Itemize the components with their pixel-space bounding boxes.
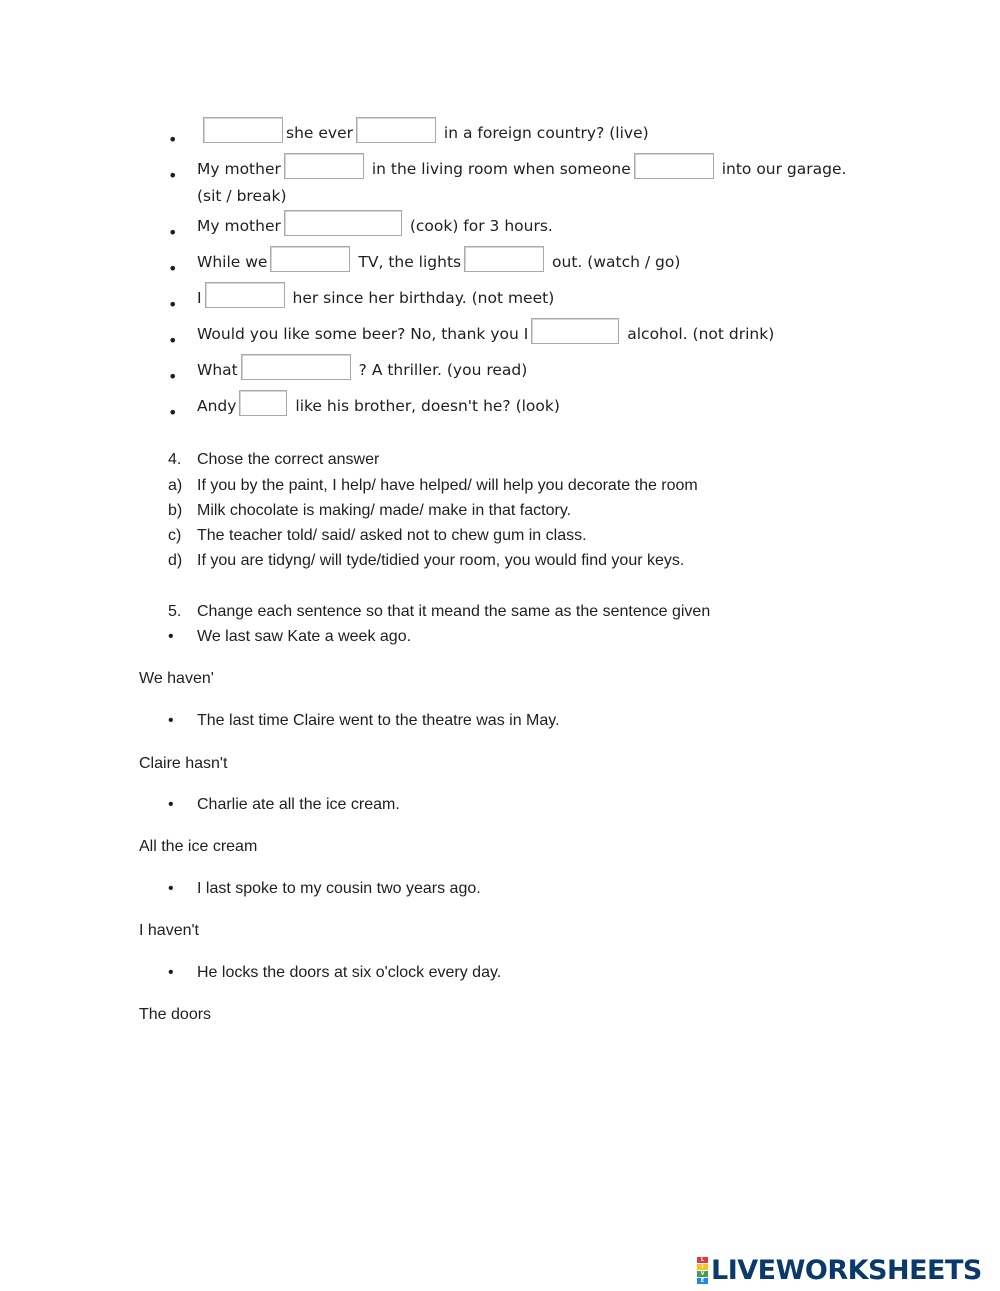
answer-input[interactable] [270, 246, 350, 272]
source-sentence: The last time Claire went to the theatre was in May. [197, 712, 560, 729]
logo-block: E [697, 1278, 708, 1284]
gap-sentence: she ever in a foreign country? (live) [200, 117, 649, 142]
answer-input[interactable] [464, 246, 544, 272]
bullet-icon: • [168, 331, 178, 350]
bullet-icon: • [168, 223, 178, 242]
source-sentence: We last saw Kate a week ago. [197, 628, 412, 645]
bullet-icon: • [168, 712, 174, 729]
logo-block: V [697, 1271, 708, 1277]
bullet-icon: • [168, 964, 174, 981]
bullet-icon: • [168, 130, 178, 149]
gap-sentence: Would you like some beer? No, thank you I alcohol. (not drink) [197, 318, 774, 343]
answer-input[interactable] [356, 117, 436, 143]
answer-input[interactable] [241, 354, 351, 380]
answer-input[interactable] [531, 318, 619, 344]
gap-sentence: Andy like his brother, doesn't he? (look) [197, 390, 560, 415]
choice-sentence: If you are tidyng/ will tyde/tidied your room, you would find your keys. [197, 552, 685, 569]
logo-block: L [697, 1257, 708, 1263]
exercise-number: 5. [168, 603, 182, 620]
answer-input[interactable] [634, 153, 714, 179]
item-letter: a) [168, 477, 183, 494]
logo-block: I [697, 1264, 708, 1270]
bullet-icon: • [168, 295, 178, 314]
gap-sentence: While we TV, the lights out. (watch / go) [197, 246, 680, 271]
item-letter: b) [168, 502, 183, 519]
answer-input[interactable] [284, 153, 364, 179]
liveworksheets-logo [697, 1256, 982, 1284]
choice-sentence: Milk chocolate is making/ made/ make in that factory. [197, 502, 572, 519]
bullet-icon: • [168, 403, 178, 422]
rewrite-prompt: I haven't [139, 922, 199, 939]
exercise-title: Chose the correct answer [197, 451, 380, 468]
bullet-icon: • [168, 259, 178, 278]
answer-input[interactable] [284, 210, 402, 236]
gap-sentence: My mother (cook) for 3 hours. [197, 210, 553, 235]
bullet-icon: • [168, 367, 178, 386]
gap-sentence: My mother in the living room when someone into our garage. [197, 153, 846, 178]
source-sentence: Charlie ate all the ice cream. [197, 796, 400, 813]
source-sentence: He locks the doors at six o'clock every day. [197, 964, 502, 981]
bullet-icon: • [168, 628, 174, 645]
rewrite-prompt: We haven' [139, 670, 214, 687]
choice-sentence: The teacher told/ said/ asked not to chew gum in class. [197, 527, 587, 544]
choice-sentence: If you by the paint, I help/ have helped/ will help you decorate the room [197, 477, 698, 494]
bullet-icon: • [168, 880, 174, 897]
rewrite-prompt: Claire hasn't [139, 755, 228, 772]
exercise-number: 4. [168, 451, 182, 468]
bullet-icon: • [168, 796, 174, 813]
answer-input[interactable] [205, 282, 285, 308]
brand-name: LIVEWORKSHEETS [711, 1254, 982, 1286]
answer-input[interactable] [203, 117, 283, 143]
gap-sentence: What ? A thriller. (you read) [197, 354, 527, 379]
item-letter: d) [168, 552, 183, 569]
sentence-continuation: (sit / break) [197, 187, 287, 205]
logo-blocks-icon [697, 1257, 708, 1284]
bullet-icon: • [168, 166, 178, 185]
item-letter: c) [168, 527, 182, 544]
source-sentence: I last spoke to my cousin two years ago. [197, 880, 481, 897]
exercise-title: Change each sentence so that it meand the same as the sentence given [197, 603, 711, 620]
gap-sentence: I her since her birthday. (not meet) [197, 282, 554, 307]
answer-input[interactable] [239, 390, 287, 416]
rewrite-prompt: All the ice cream [139, 838, 258, 855]
rewrite-prompt: The doors [139, 1006, 212, 1023]
